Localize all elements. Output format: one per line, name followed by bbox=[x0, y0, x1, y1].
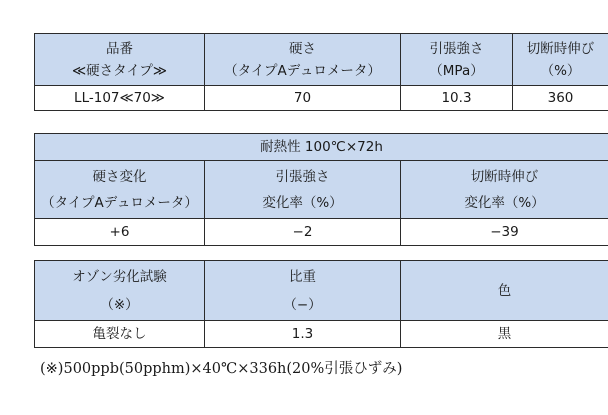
header-elongation-change bbox=[401, 161, 608, 219]
cell-product: LL-107≪70≫ bbox=[35, 86, 205, 111]
header-elongation bbox=[513, 34, 608, 86]
header-label: 品番 bbox=[106, 40, 133, 57]
cell-ozone: 亀裂なし bbox=[35, 321, 205, 348]
header-sublabel: （タイプAデュロメータ） bbox=[224, 62, 381, 79]
header-sublabel: （MPa） bbox=[429, 62, 484, 79]
header-sublabel: ≪硬さタイプ≫ bbox=[71, 62, 168, 79]
header-sublabel: （−） bbox=[283, 296, 322, 313]
header-hardness bbox=[205, 34, 401, 86]
header-product bbox=[35, 34, 205, 86]
header-sublabel: 変化率（%） bbox=[262, 194, 343, 211]
header-label: 硬さ bbox=[289, 40, 316, 57]
header-sublabel: （%） bbox=[540, 62, 581, 79]
header-label: 硬さ変化 bbox=[92, 168, 147, 185]
table-header-row bbox=[35, 34, 608, 86]
table-title-row bbox=[35, 134, 608, 161]
table-row bbox=[35, 219, 608, 246]
table-header-row bbox=[35, 161, 608, 219]
ozone-table bbox=[34, 260, 608, 348]
header-hardness-change bbox=[35, 161, 205, 219]
cell-elongation-change: −39 bbox=[401, 219, 608, 246]
cell-tensile-change: −2 bbox=[205, 219, 401, 246]
header-label: 引張強さ bbox=[275, 168, 330, 185]
table-row bbox=[35, 321, 608, 348]
cell-elongation: 360 bbox=[513, 86, 608, 111]
heat-resistance-title: 耐熱性 100℃×72h bbox=[35, 134, 608, 161]
cell-hardness: 70 bbox=[205, 86, 401, 111]
header-tensile-change bbox=[205, 161, 401, 219]
header-label: オゾン劣化試験 bbox=[72, 268, 167, 285]
cell-specific-gravity: 1.3 bbox=[205, 321, 401, 348]
footnote: (※)500ppb(50pphm)×40℃×336h(20%引張ひずみ) bbox=[40, 361, 403, 377]
header-specific-gravity bbox=[205, 261, 401, 321]
cell-hardness-change: +6 bbox=[35, 219, 205, 246]
table-header-row bbox=[35, 261, 608, 321]
heat-resistance-table bbox=[34, 133, 608, 246]
cell-tensile-strength: 10.3 bbox=[401, 86, 513, 111]
cell-color: 黒 bbox=[401, 321, 608, 348]
header-tensile-strength bbox=[401, 34, 513, 86]
header-label: 引張強さ bbox=[429, 40, 484, 57]
table-row bbox=[35, 86, 608, 111]
header-label: 色 bbox=[497, 282, 512, 299]
properties-table bbox=[34, 33, 608, 111]
header-color bbox=[401, 261, 608, 321]
header-label: 切断時伸び bbox=[470, 168, 539, 185]
header-sublabel: 変化率（%） bbox=[464, 194, 545, 211]
header-label: 切断時伸び bbox=[526, 40, 595, 57]
header-sublabel: （タイプAデュロメータ） bbox=[41, 194, 198, 211]
header-label: 比重 bbox=[289, 268, 316, 285]
header-ozone bbox=[35, 261, 205, 321]
header-sublabel: （※） bbox=[100, 296, 139, 313]
